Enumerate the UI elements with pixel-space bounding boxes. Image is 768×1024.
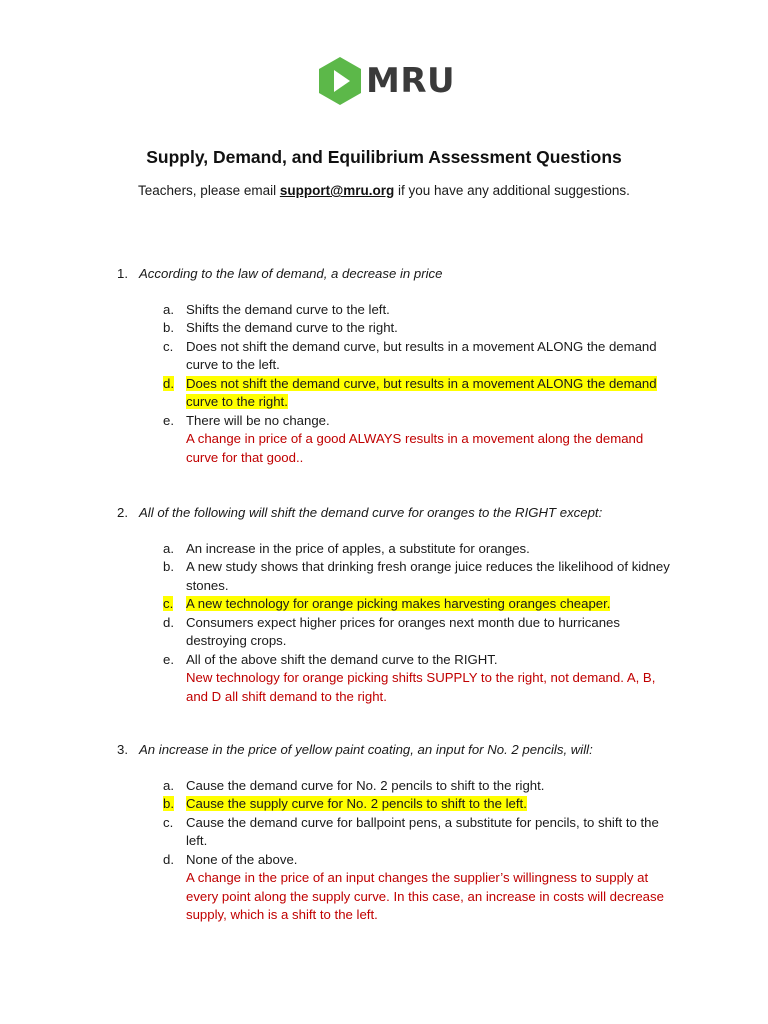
question-2	[117, 504, 677, 706]
question-number: 3.	[117, 742, 128, 757]
option-a	[117, 301, 677, 320]
question-1	[117, 265, 677, 467]
play-hexagon-icon	[318, 56, 362, 106]
option-c	[117, 814, 677, 851]
option-text: Cause the supply curve for No. 2 pencils to shift to the left.	[186, 796, 527, 811]
option-d	[117, 851, 677, 870]
option-letter: c.	[163, 338, 174, 354]
option-b-correct	[117, 795, 677, 814]
option-letter: e.	[163, 412, 174, 428]
option-text: An increase in the price of apples, a substitute for oranges.	[186, 540, 530, 556]
option-d-correct	[117, 375, 677, 412]
subtitle-suffix: if you have any additional suggestions.	[394, 183, 630, 198]
page-subtitle	[0, 183, 768, 198]
option-e	[117, 651, 677, 670]
option-text: A new technology for orange picking makes harvesting oranges cheaper.	[186, 596, 611, 611]
answer-explanation: New technology for orange picking shifts SUPPLY to the right, not demand. A, B, and D all shift demand to the right.	[186, 670, 656, 704]
option-d	[117, 614, 677, 651]
question-text: All of the following will shift the demand curve for oranges to the RIGHT except:	[139, 505, 603, 520]
answer-explanation: A change in price of a good ALWAYS results in a movement along the demand curve for that good..	[186, 431, 644, 465]
option-letter: b.	[163, 559, 174, 574]
option-e	[117, 412, 677, 431]
option-letter: b.	[163, 796, 174, 811]
option-letter: d.	[163, 614, 174, 630]
option-c-correct	[117, 595, 677, 614]
option-text: Consumers expect higher prices for oranges next month due to hurricanes destroying crops.	[186, 614, 620, 648]
question-3	[117, 741, 677, 925]
option-letter: a.	[163, 777, 174, 793]
option-letter: c.	[163, 814, 174, 830]
option-a	[117, 540, 677, 559]
option-letter: c.	[163, 596, 174, 611]
answer-explanation: A change in the price of an input changes the supplier’s willingness to supply at every point along the supply curve. In this case, an increase in costs will decrease supply, which is a shift to the left.	[186, 870, 664, 922]
options-list	[117, 777, 677, 870]
option-text: Does not shift the demand curve, but results in a movement ALONG the demand curve to the left.	[186, 338, 657, 372]
page-title: Supply, Demand, and Equilibrium Assessment Questions	[146, 147, 622, 167]
option-b	[117, 558, 677, 595]
option-text: Cause the demand curve for No. 2 pencils to shift to the right.	[186, 777, 545, 793]
option-letter: a.	[163, 301, 174, 317]
option-letter: d.	[163, 851, 174, 867]
options-list	[117, 301, 677, 431]
question-text: According to the law of demand, a decrease in price	[139, 266, 443, 281]
support-email-link[interactable]: support@mru.org	[279, 183, 395, 198]
option-c	[117, 338, 677, 375]
question-text: An increase in the price of yellow paint coating, an input for No. 2 pencils, will:	[139, 742, 593, 757]
option-text: Shifts the demand curve to the left.	[186, 301, 390, 317]
question-number: 2.	[117, 505, 128, 520]
subtitle-prefix: Teachers, please email	[138, 183, 280, 198]
option-text: Cause the demand curve for ballpoint pens, a substitute for pencils, to shift to the left.	[186, 814, 659, 848]
option-letter: b.	[163, 320, 174, 335]
option-text: Does not shift the demand curve, but results in a movement ALONG the demand curve to the right.	[186, 375, 657, 409]
mru-logo	[318, 56, 455, 106]
option-text: A new study shows that drinking fresh orange juice reduces the likelihood of kidney stones.	[186, 559, 670, 593]
option-letter: e.	[163, 651, 174, 667]
option-letter: d.	[163, 375, 174, 391]
options-list	[117, 540, 677, 670]
option-text: All of the above shift the demand curve to the RIGHT.	[186, 651, 498, 667]
option-text: There will be no change.	[186, 412, 330, 428]
option-text: Shifts the demand curve to the right.	[186, 320, 398, 335]
option-a	[117, 777, 677, 796]
logo-text: MRU	[366, 61, 456, 101]
option-text: None of the above.	[186, 851, 298, 867]
question-number: 1.	[117, 266, 128, 281]
option-letter: a.	[163, 540, 174, 556]
option-b	[117, 319, 677, 338]
